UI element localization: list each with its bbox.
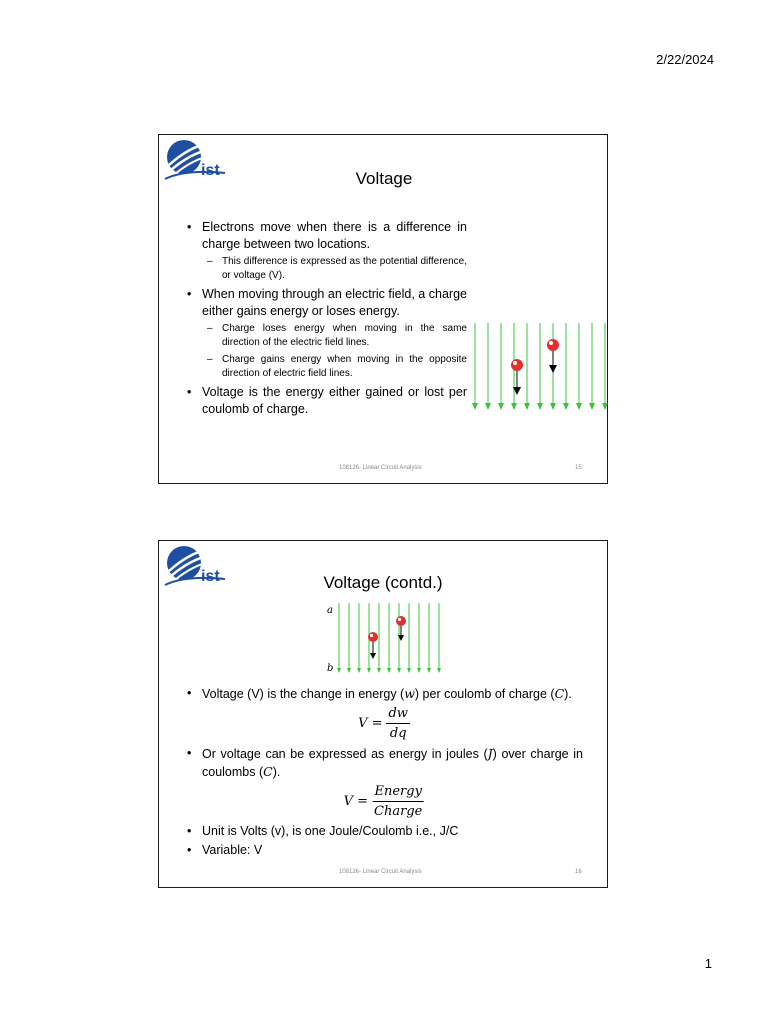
sub-bullet-item: – Charge loses energy when moving in the same direction of the electric field lines. [185, 322, 467, 350]
electric-field-diagram [469, 321, 609, 413]
bullet-item: • Variable: V [185, 842, 583, 859]
slide-number: 15 [575, 465, 582, 471]
point-a-label: a [327, 605, 333, 616]
bullet-list [185, 219, 467, 420]
bullet-list [185, 685, 583, 861]
bullet-item: • Or voltage can be expressed as energy in joules (J) over charge in coulombs (C). [185, 745, 583, 781]
charge-particle [547, 339, 559, 351]
bullet-item: • Voltage (V) is the change in energy (w) per coulomb of charge (C). [185, 685, 583, 703]
field-lines [475, 323, 605, 405]
print-date: 2/22/2024 [656, 52, 714, 67]
charge-particle [368, 632, 378, 642]
bullet-item: • When moving through an electric field, a charge either gains energy or loses energy. [185, 286, 467, 320]
slide-title: Voltage (contd.) [323, 573, 443, 592]
bullet-item: • Electrons move when there is a difference in charge between two locations. [185, 219, 467, 253]
bullet-item: • Voltage is the energy either gained or lost per coulomb of charge. [185, 384, 467, 418]
sub-bullet-item: – Charge gains energy when moving in the opposite direction of electric field lines. [185, 353, 467, 381]
page-number: 1 [704, 956, 712, 971]
charge-particle [396, 616, 406, 626]
voltage-derivative-equation: V = $\frac{dw}{dq}$ [358, 706, 408, 741]
slide-footer: 108126- Linear Circuit Analysis [339, 465, 422, 471]
svg-text:ist: ist [201, 162, 220, 179]
sub-bullet-item: – This difference is expressed as the potential difference, or voltage (V). [185, 255, 467, 283]
charge-particle [511, 359, 523, 371]
bullet-item: • Unit is Volts (v), is one Joule/Coulomb i.e., J/C [185, 823, 583, 840]
voltage-energy-equation: V = $\frac{\text{Energy}}{\text{Charge}}$ [343, 784, 423, 819]
point-b-label: b [327, 663, 334, 674]
slide-title: Voltage [355, 169, 413, 188]
svg-text:ist: ist [201, 568, 220, 585]
slide-number: 16 [575, 869, 582, 875]
slide-16 [158, 540, 608, 888]
field-lines [339, 603, 439, 669]
slide-15 [158, 134, 608, 484]
electric-field-diagram [323, 601, 443, 677]
slide-footer: 108126- Linear Circuit Analysis [339, 869, 422, 875]
